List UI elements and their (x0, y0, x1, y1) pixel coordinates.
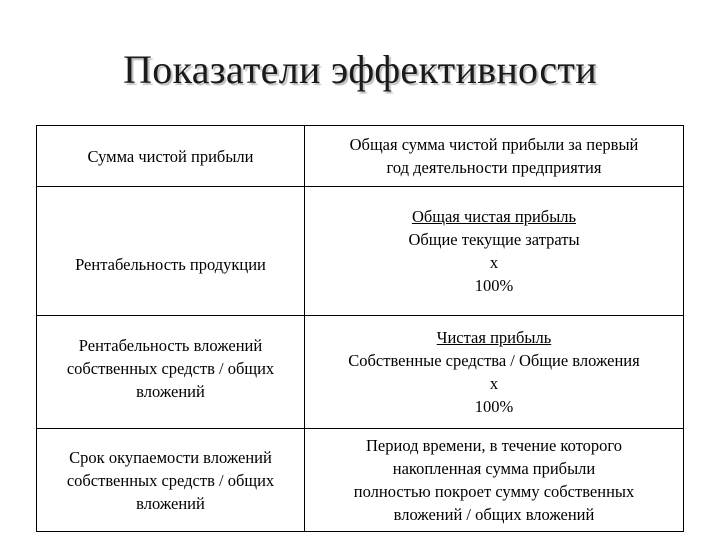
indicator-text: вложений (136, 493, 205, 513)
formula-text: накопленная сумма прибыли (392, 459, 596, 478)
formula-text: полностью покроет сумму собственных (353, 482, 635, 501)
table-row (37, 316, 684, 429)
formula-numerator: Чистая прибыль (436, 328, 552, 347)
indicator-cell (37, 316, 305, 429)
slide-title: Показатели эффективности (123, 47, 597, 92)
table-row (37, 187, 684, 316)
formula-denominator: Собственные средства / Общие вложения (348, 351, 640, 370)
indicator-text: Рентабельность продукции (75, 254, 266, 274)
formula-text: вложений / общих вложений (393, 505, 595, 524)
formula-cell (305, 429, 684, 532)
indicator-text: Срок окупаемости вложений (69, 447, 272, 467)
formula-cell (305, 187, 684, 316)
formula-denominator: Общие текущие затраты (408, 230, 580, 249)
indicator-text: вложений (136, 381, 205, 401)
indicator-cell (37, 187, 305, 316)
indicator-text: Сумма чистой прибыли (87, 146, 254, 166)
formula-numerator: Общая чистая прибыль (411, 207, 577, 226)
formula-text: Период времени, в течение которого (366, 436, 622, 455)
formula-percent: 100% (474, 397, 514, 416)
indicators-table (36, 125, 684, 532)
indicator-text: собственных средств / общих (66, 470, 275, 490)
formula-cell (305, 316, 684, 429)
formula-text: Общая сумма чистой прибыли за первый (349, 135, 639, 154)
formula-text: год деятельности предприятия (386, 158, 602, 177)
formula-percent: 100% (474, 276, 514, 295)
indicator-text: Рентабельность вложений (78, 335, 263, 355)
formula-cell (305, 126, 684, 187)
table-row (37, 429, 684, 532)
formula-multiply-sign: х (489, 253, 499, 272)
formula-multiply-sign: х (489, 374, 499, 393)
indicator-cell (37, 429, 305, 532)
indicator-cell (37, 126, 305, 187)
table-row (37, 126, 684, 187)
indicator-text: собственных средств / общих (66, 358, 275, 378)
